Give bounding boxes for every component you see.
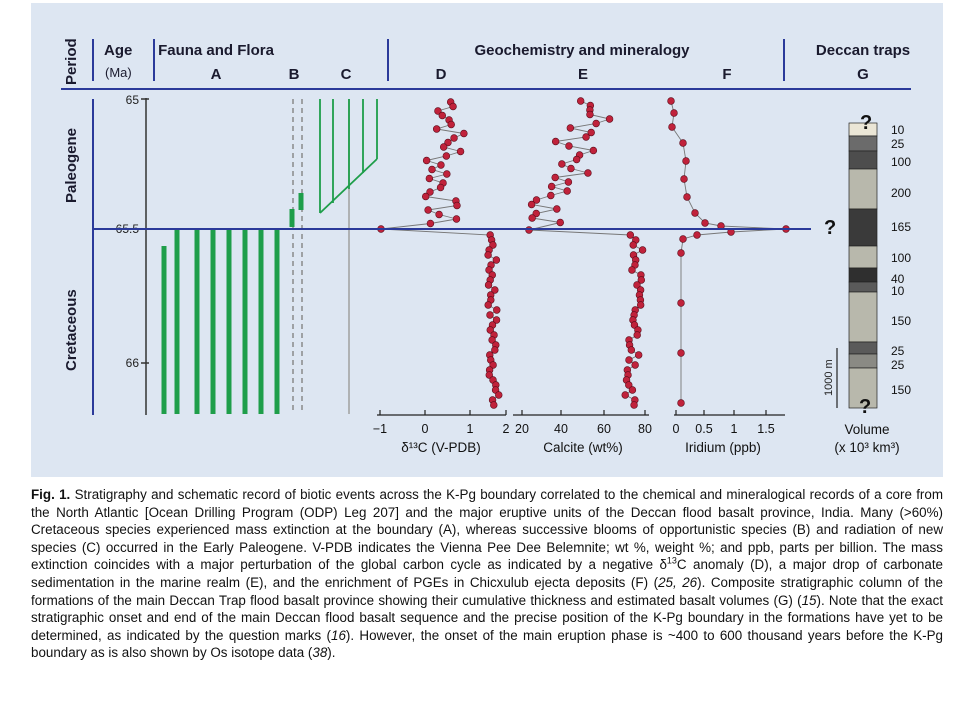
d13c-point xyxy=(423,157,430,164)
d13c-point xyxy=(422,193,429,200)
calcite-tick-label: 20 xyxy=(515,422,529,436)
calcite-point xyxy=(629,267,636,274)
caption-ref-1: 25, 26 xyxy=(658,574,698,590)
volume-label-9: 25 xyxy=(891,344,905,358)
calcite-point xyxy=(552,138,559,145)
d13c-point xyxy=(451,135,458,142)
calcite-point xyxy=(568,165,575,172)
calcite-tick-label: 40 xyxy=(554,422,568,436)
col-label-d: D xyxy=(435,66,447,83)
column-layer xyxy=(849,209,877,246)
calcite-point xyxy=(622,392,629,399)
caption-text-2: C anomaly (D), a major drop of carbonate sedimentation in the marine realm (E), and the enrichment of PGEs in Chicxulub ejecta deposits (F) ( xyxy=(31,557,943,590)
fig-label: Fig. 1. xyxy=(31,487,71,502)
col-label-c: C xyxy=(340,66,352,83)
calcite-point xyxy=(564,188,571,195)
question-mark-top: ? xyxy=(860,112,873,134)
calcite-point xyxy=(593,120,600,127)
d13c-axis-label: δ¹³C (V-PDB) xyxy=(401,440,481,455)
volume-unit-label: (x 10³ km³) xyxy=(834,440,900,455)
age-header: Age xyxy=(104,42,133,59)
calcite-point xyxy=(627,232,634,239)
column-layer xyxy=(849,136,877,151)
d13c-point xyxy=(440,144,447,151)
d13c-tick-label: 0 xyxy=(421,422,429,436)
d13c-point xyxy=(436,211,443,218)
d13c-point xyxy=(443,153,450,160)
caption-ref-3: 16 xyxy=(331,627,346,643)
caption-text-1: Stratigraphy and schematic record of biotic events across the K-Pg boundary correlated to the chemical and mineralogical records of a core from the North Atlantic [Ocean Drilling Program (ODP) Leg 207] and the major eruptive units of the Deccan flood basalt province, India. Many (>60%) Cretaceous species experienced mass extinction at the boundary (A), whereas successive blooms of opportunistic species (B) and radiation of new species (C) occurred in the Early Paleogene. V-PDB indicates the Vienna Pee Dee Belemnite; wt %, weight %; and ppb, parts per billion. The mass extinction coincides with a major perturbation of the global carbon cycle as indicated by a negative δ xyxy=(31,487,943,573)
iridium-point xyxy=(680,236,687,243)
calcite-point xyxy=(590,147,597,154)
calcite-point xyxy=(628,347,635,354)
calcite-point xyxy=(583,134,590,141)
cretaceous-label: Cretaceous xyxy=(63,289,80,371)
iridium-point xyxy=(680,140,687,147)
iridium-point xyxy=(684,194,691,201)
calcite-point xyxy=(529,215,536,222)
column-layer xyxy=(849,342,877,354)
question-mark-bottom: ? xyxy=(859,396,872,418)
volume-label-6: 40 xyxy=(891,272,905,286)
volume-label-8: 150 xyxy=(891,314,912,328)
column-layer xyxy=(849,268,877,282)
d13c-point xyxy=(457,148,464,155)
d13c-point xyxy=(485,302,492,309)
column-layer xyxy=(849,169,877,209)
d13c-point xyxy=(460,130,467,137)
col-label-f: F xyxy=(722,66,732,83)
iridium-point xyxy=(692,210,699,217)
volume-label-11: 150 xyxy=(891,383,912,397)
calcite-point xyxy=(629,387,636,394)
period-header: Period xyxy=(63,38,80,85)
d13c-point xyxy=(450,103,457,110)
iridium-tick-label: 1 xyxy=(730,422,738,436)
calcite-point xyxy=(565,179,572,186)
calcite-point xyxy=(577,98,584,105)
data-curves xyxy=(378,98,790,409)
d13c-point xyxy=(429,166,436,173)
deccan-column xyxy=(849,123,911,408)
volume-label-7: 10 xyxy=(891,284,905,298)
calcite-point xyxy=(606,116,613,123)
calcite-point xyxy=(631,402,638,409)
age-unit: (Ma) xyxy=(105,65,132,80)
iridium-tick-label: 1.5 xyxy=(757,422,775,436)
volume-label-2: 100 xyxy=(891,155,912,169)
d13c-point xyxy=(491,347,498,354)
caption-sup-13: 13 xyxy=(666,555,677,566)
calcite-point xyxy=(528,201,535,208)
deccan-header: Deccan traps xyxy=(815,42,911,59)
d13c-tick-label: 2 xyxy=(502,422,510,436)
col-label-g: G xyxy=(857,66,869,83)
calcite-tick-label: 80 xyxy=(638,422,652,436)
calcite-point xyxy=(635,352,642,359)
question-mark-boundary: ? xyxy=(824,217,837,239)
d13c-point xyxy=(438,162,445,169)
iridium-point xyxy=(678,400,685,407)
iridium-point xyxy=(678,350,685,357)
iridium-point xyxy=(668,98,675,105)
calcite-point xyxy=(573,156,580,163)
iridium-point xyxy=(683,158,690,165)
age-tick-66: 66 xyxy=(125,356,139,370)
iridium-axis-label: Iridium (ppb) xyxy=(685,440,761,455)
d13c-point xyxy=(448,121,455,128)
iridium-tick-label: 0 xyxy=(672,422,680,436)
figure-panel xyxy=(31,3,943,477)
caption-text-6: ). xyxy=(327,645,336,661)
caption-text-4: ). Note that the exact stratigraphic onset and end of the main Deccan flood basalt sequence and the precise position of the K-Pg boundary in the formations have yet to be determined, as indicated by the question marks ( xyxy=(31,592,943,643)
figure-caption xyxy=(31,486,943,662)
caption-ref-2: 15 xyxy=(801,592,817,608)
fauna-header: Fauna and Flora xyxy=(158,42,274,59)
d13c-point xyxy=(487,312,494,319)
column-layer xyxy=(849,282,877,292)
calcite-point xyxy=(553,206,560,213)
volume-label-1: 25 xyxy=(891,137,905,151)
iridium-point xyxy=(678,300,685,307)
calcite-tick-label: 60 xyxy=(597,422,611,436)
volume-label-10: 25 xyxy=(891,358,905,372)
d13c-point xyxy=(437,184,444,191)
col-label-a: A xyxy=(210,66,222,83)
d13c-point xyxy=(493,307,500,314)
calcite-point xyxy=(634,332,641,339)
d13c-point xyxy=(485,282,492,289)
d13c-point xyxy=(427,220,434,227)
volume-label-3: 200 xyxy=(891,186,912,200)
geochem-header: Geochemistry and mineralogy xyxy=(474,42,690,59)
d13c-point xyxy=(443,171,450,178)
d13c-tick-label: 1 xyxy=(466,422,474,436)
calcite-point xyxy=(558,161,565,168)
calcite-point xyxy=(637,302,644,309)
d13c-point xyxy=(425,207,432,214)
scale-label: 1000 m xyxy=(823,359,835,396)
iridium-line xyxy=(671,101,786,403)
age-tick-65: 65 xyxy=(125,93,139,107)
calcite-point xyxy=(548,183,555,190)
calcite-point xyxy=(639,247,646,254)
calcite-point xyxy=(567,125,574,132)
calcite-point xyxy=(557,219,564,226)
calcite-point xyxy=(630,242,637,249)
d13c-point xyxy=(493,257,500,264)
d13c-point xyxy=(453,216,460,223)
calcite-point xyxy=(626,357,633,364)
paleogene-label: Paleogene xyxy=(63,127,80,203)
caption-text-5: ). However, the onset of the main eruption phase is ~400 to 600 thousand years before the K-Pg boundary as is also shown by Os isotope data ( xyxy=(31,627,943,661)
iridium-point xyxy=(671,110,678,117)
calcite-point xyxy=(552,174,559,181)
d13c-point xyxy=(439,112,446,119)
calcite-point xyxy=(587,111,594,118)
age-tick-65-5: 65.5 xyxy=(115,222,139,236)
volume-label-5: 100 xyxy=(891,251,912,265)
d13c-line xyxy=(381,102,499,405)
col-label-e: E xyxy=(577,66,589,83)
col-label-b: B xyxy=(288,66,300,83)
d13c-point xyxy=(433,126,440,133)
iridium-tick-label: 0.5 xyxy=(695,422,713,436)
d13c-point xyxy=(426,175,433,182)
column-layer xyxy=(849,151,877,169)
column-layer xyxy=(849,354,877,368)
iridium-point xyxy=(702,220,709,227)
d13c-point xyxy=(454,202,461,209)
column-layer xyxy=(849,292,877,342)
iridium-point xyxy=(678,250,685,257)
d13c-point xyxy=(485,252,492,259)
d13c-point xyxy=(495,392,502,399)
iridium-point xyxy=(669,124,676,131)
d13c-tick-label: −1 xyxy=(372,422,388,436)
calcite-point xyxy=(632,362,639,369)
volume-label-0: 10 xyxy=(891,123,905,137)
iridium-point xyxy=(681,176,688,183)
d13c-point xyxy=(490,402,497,409)
calcite-point xyxy=(566,143,573,150)
volume-label: Volume xyxy=(844,422,890,437)
fauna-lines xyxy=(164,99,377,414)
calcite-point xyxy=(585,170,592,177)
calcite-axis-label: Calcite (wt%) xyxy=(543,440,623,455)
figure-svg xyxy=(31,3,943,477)
column-layer xyxy=(849,246,877,268)
volume-label-4: 165 xyxy=(891,220,912,234)
caption-ref-4: 38 xyxy=(312,645,328,661)
caption-text-3: ). Composite stratigraphic column of the formations of the main Deccan Trap flood basalt province showing their cumulative thickness and estimated basalt volumes (G) ( xyxy=(31,574,944,608)
calcite-point xyxy=(547,192,554,199)
iridium-point xyxy=(694,232,701,239)
